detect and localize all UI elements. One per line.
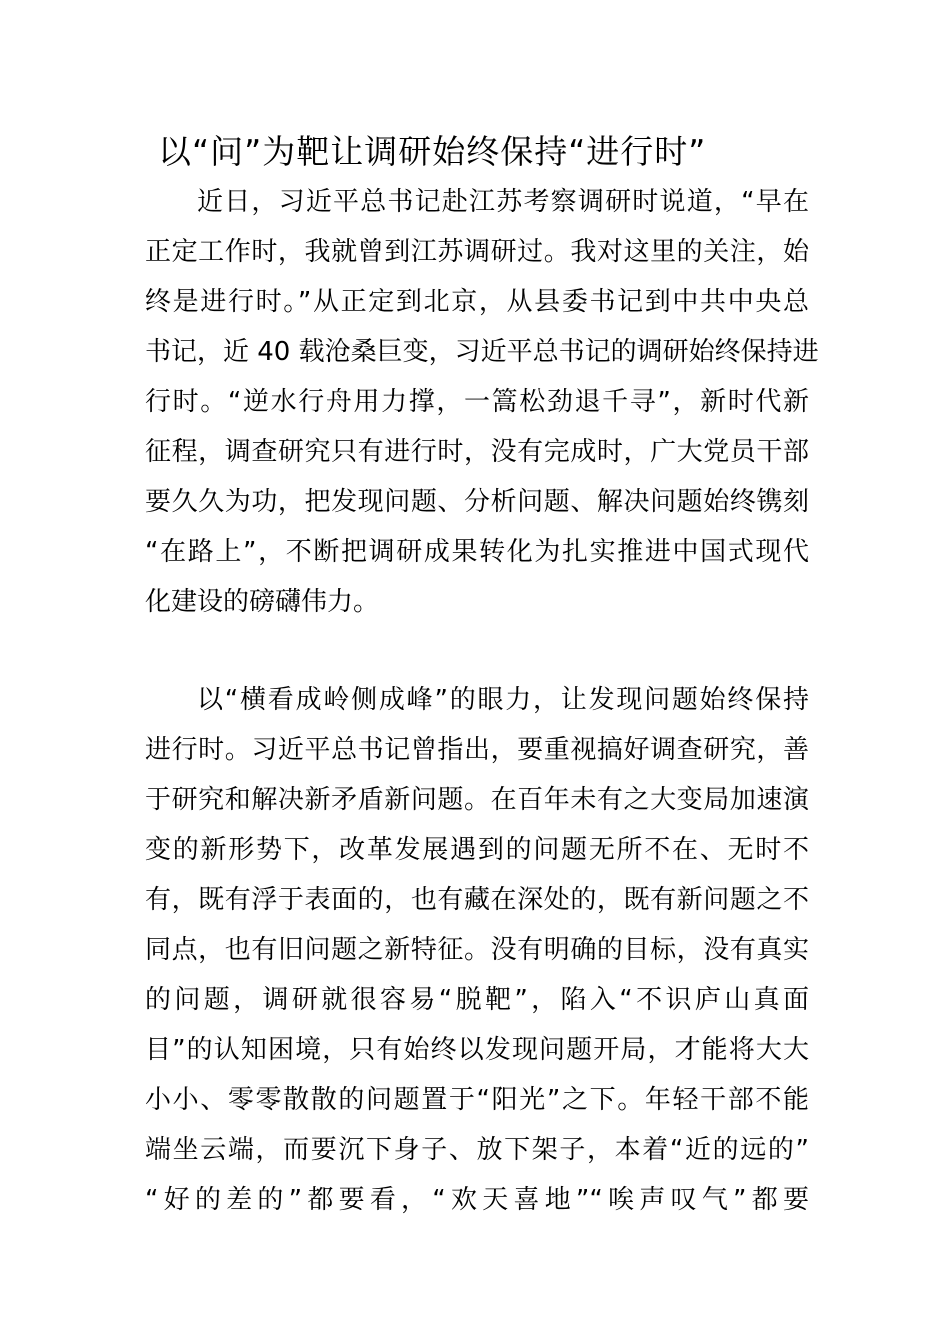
text-line: 于研究和解决新矛盾新问题。在百年未有之大变局加速演: [145, 785, 809, 815]
text-line: 变的新形势下，改革发展遇到的问题无所不在、无时不: [145, 835, 809, 865]
text-line: 目”的认知困境，只有始终以发现问题开局，才能将大大: [145, 1035, 809, 1065]
document-title: 以“问”为靶让调研始终保持“进行时”: [158, 132, 707, 171]
text-line: 同点，也有旧问题之新特征。没有明确的目标，没有真实: [145, 935, 809, 965]
text-line: 书记，近 40 载沧桑巨变，习近平总书记的调研始终保持进: [145, 337, 819, 367]
text-line: 的问题，调研就很容易“脱靶”，陷入“不识庐山真面: [145, 985, 809, 1015]
text-line: 正定工作时，我就曾到江苏调研过。我对这里的关注，始: [145, 237, 809, 267]
paragraph-2: [145, 675, 809, 1225]
text-line: 以“横看成岭侧成峰”的眼力，让发现问题始终保持: [197, 685, 809, 715]
text-line: 有，既有浮于表面的，也有藏在深处的，既有新问题之不: [145, 885, 809, 915]
text-line: 行时。“逆水行舟用力撑，一篙松劲退千寻”，新时代新: [145, 387, 809, 417]
text-line: 进行时。习近平总书记曾指出，要重视搞好调查研究，善: [145, 735, 809, 765]
text-line: 化建设的磅礴伟力。: [145, 587, 380, 617]
text-line: 终是进行时。”从正定到北京，从县委书记到中共中央总: [145, 287, 809, 317]
text-line: 征程，调查研究只有进行时，没有完成时，广大党员干部: [145, 437, 809, 467]
text-line: “在路上”，不断把调研成果转化为扎实推进中国式现代: [145, 537, 809, 567]
text-line: 端坐云端，而要沉下身子、放下架子，本着“近的远的”: [145, 1135, 809, 1165]
text-line: 要久久为功，把发现问题、分析问题、解决问题始终镌刻: [145, 487, 809, 517]
text-line: 小小、零零散散的问题置于“阳光”之下。年轻干部不能: [145, 1085, 809, 1115]
text-line: 近日，习近平总书记赴江苏考察调研时说道，“早在: [197, 187, 809, 217]
text-line: “好的差的”都要看，“欢天喜地”“唉声叹气”都要: [145, 1185, 809, 1215]
paragraph-1: [145, 177, 819, 627]
